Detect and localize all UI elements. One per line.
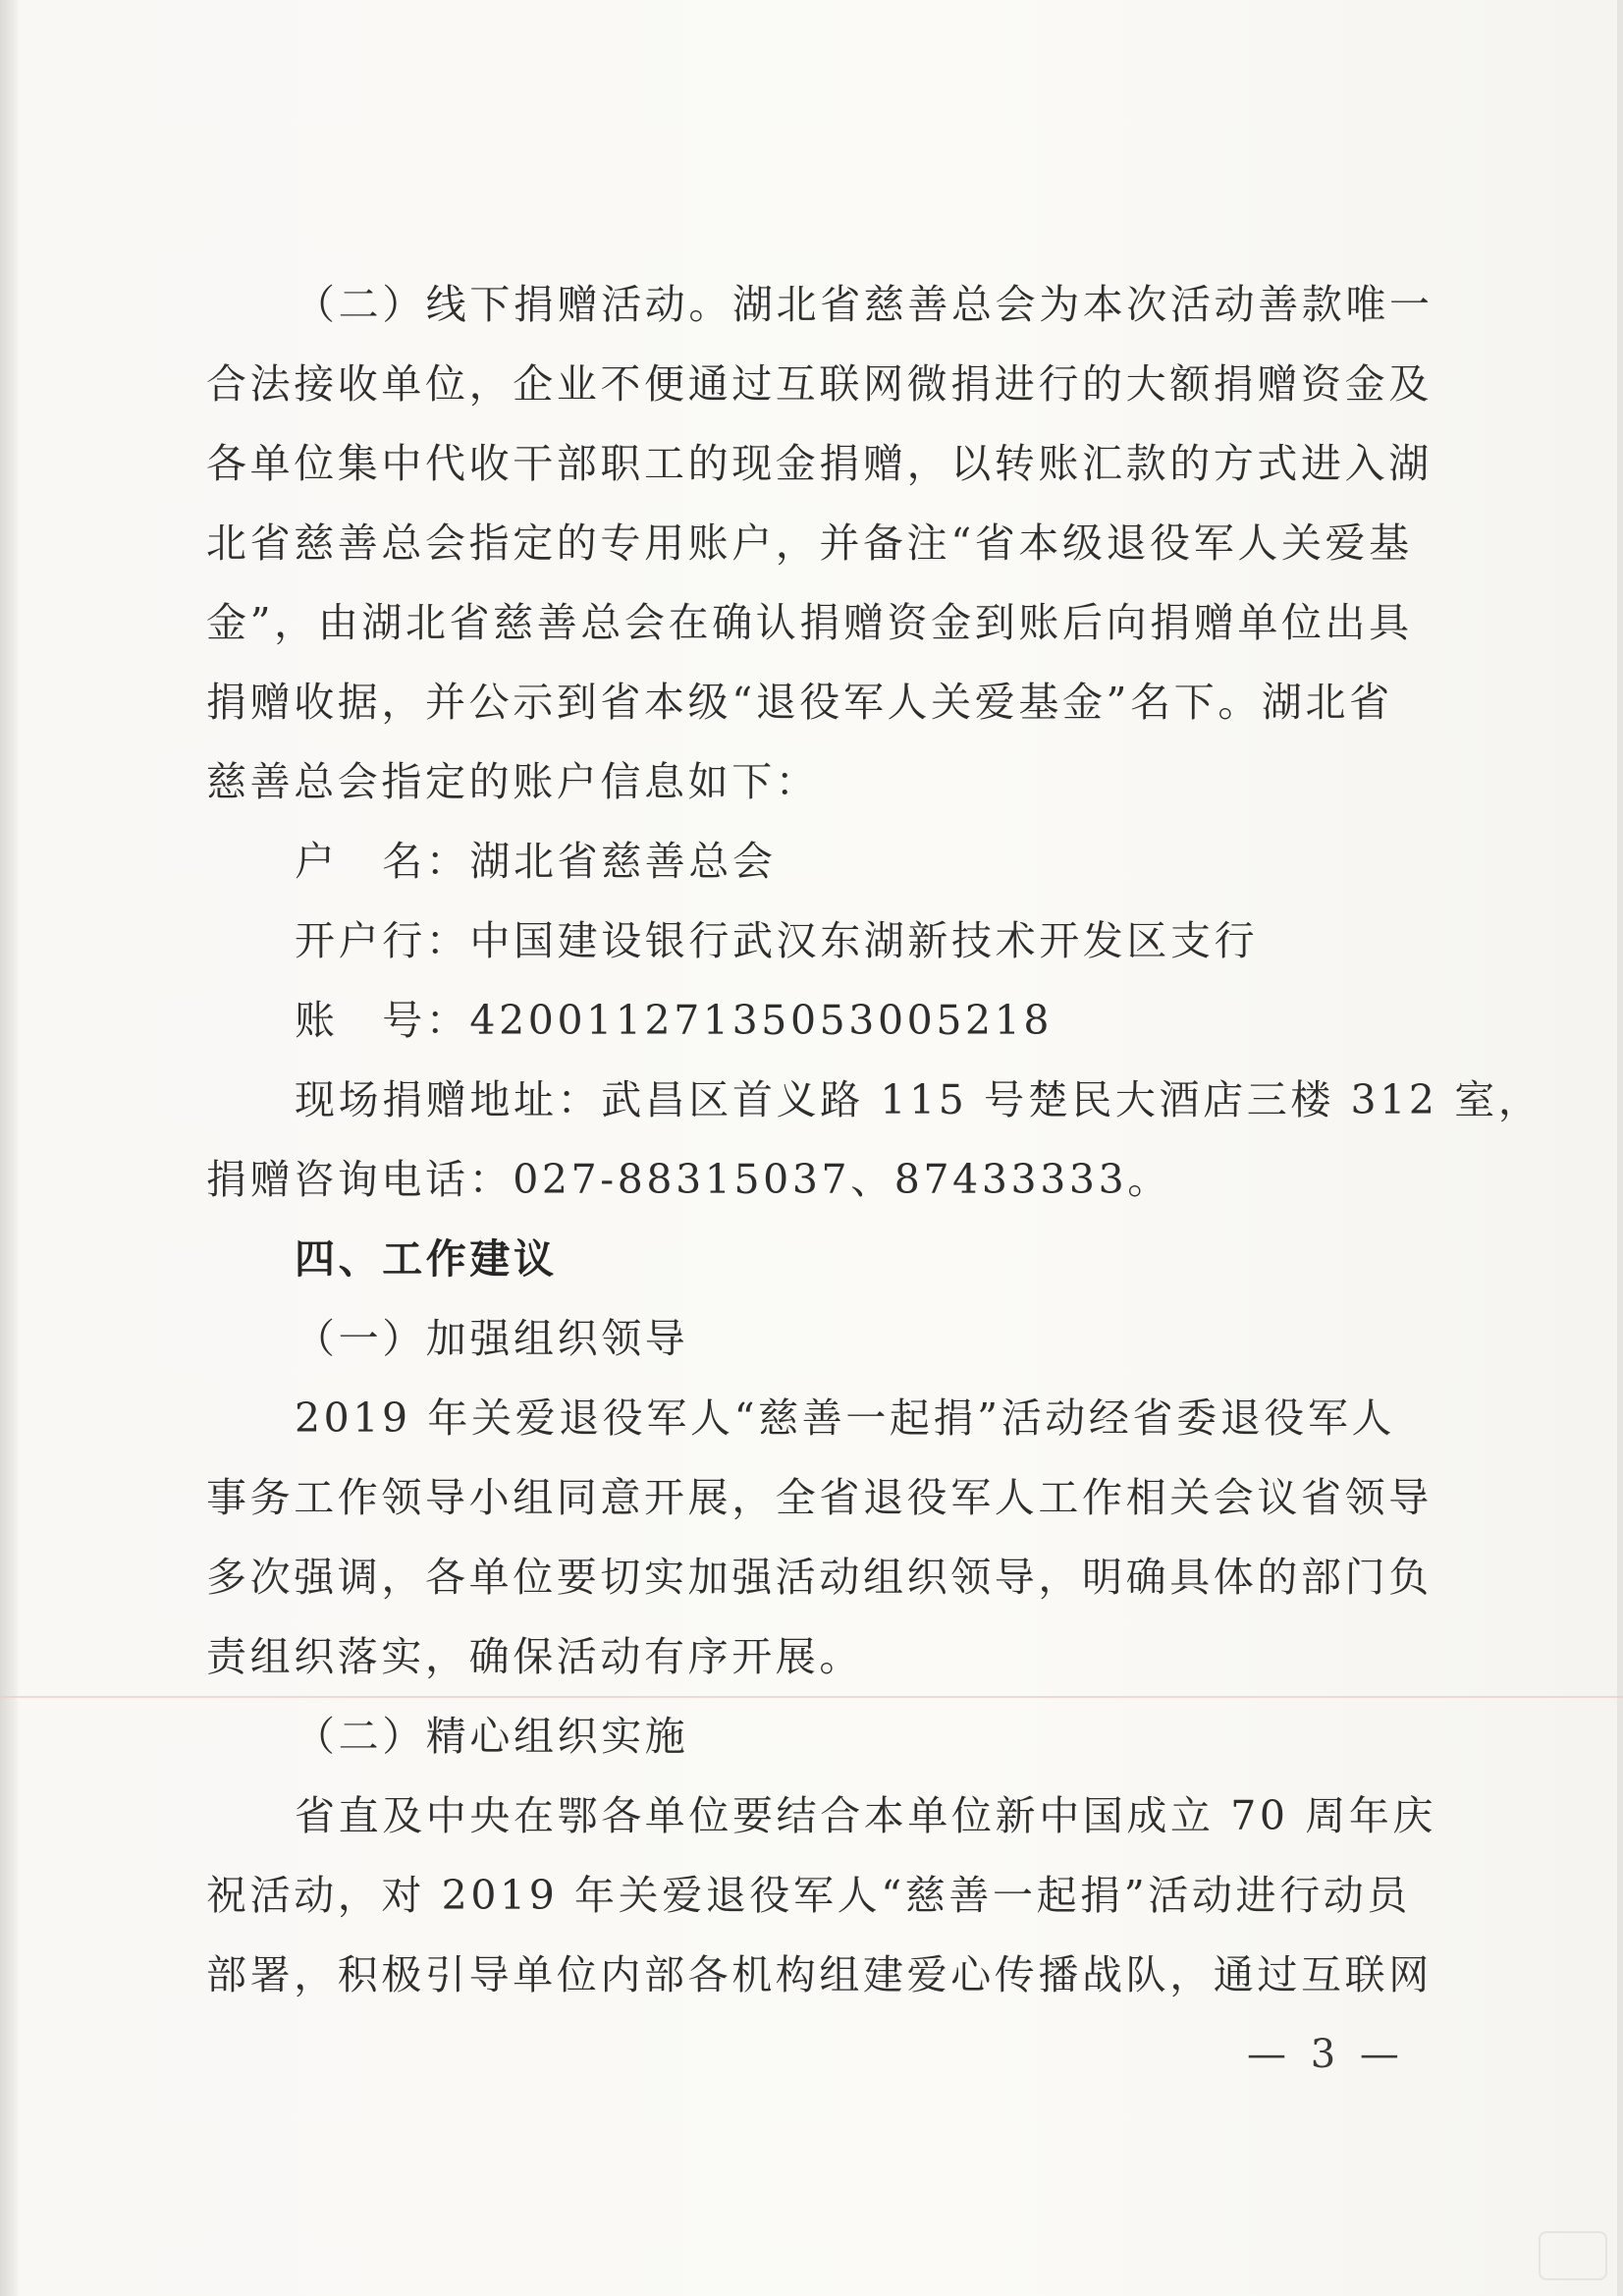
scan-edge-left: [0, 0, 18, 2296]
paragraph-line: 捐赠收据，并公示到省本级“退役军人关爱基金”名下。湖北省: [206, 679, 1393, 726]
paragraph-line: 事务工作领导小组同意开展，全省退役军人工作相关会议省领导: [206, 1474, 1433, 1521]
corner-watermark-icon: [1539, 2231, 1607, 2280]
scan-edge-right: [1617, 0, 1623, 2296]
paragraph-line: 祝活动，对 2019 年关爱退役军人“慈善一起捐”活动进行动员: [206, 1872, 1411, 1919]
phone-line: 捐赠咨询电话：027-88315037、87433333。: [206, 1156, 1171, 1203]
paragraph-line: 慈善总会指定的账户信息如下：: [206, 758, 820, 805]
subsection-heading: （二）精心组织实施: [295, 1713, 689, 1760]
account-number-line: 账 号：42001127135053005218: [295, 997, 1054, 1044]
paragraph-line: 责组织落实，确保活动有序开展。: [206, 1633, 863, 1680]
subsection-heading: （一）加强组织领导: [295, 1315, 689, 1362]
paragraph-line: 合法接收单位，企业不便通过互联网微捐进行的大额捐赠资金及: [206, 360, 1433, 408]
section-heading: 四、工作建议: [295, 1235, 558, 1283]
paragraph-line: 各单位集中代收干部职工的现金捐赠，以转账汇款的方式进入湖: [206, 440, 1433, 487]
paragraph-line: 北省慈善总会指定的专用账户，并备注“省本级退役军人关爱基: [206, 519, 1413, 567]
bank-line: 开户行：中国建设银行武汉东湖新技术开发区支行: [295, 917, 1259, 964]
paragraph-line: 省直及中央在鄂各单位要结合本单位新中国成立 70 周年庆: [295, 1792, 1437, 1839]
page-number: — 3 —: [1247, 2032, 1405, 2077]
paragraph-line: 多次强调，各单位要切实加强活动组织领导，明确具体的部门负: [206, 1554, 1433, 1601]
paragraph-line: 2019 年关爱退役军人“慈善一起捐”活动经省委退役军人: [295, 1394, 1396, 1442]
scan-artifact-line: [0, 1696, 1623, 1698]
paragraph-line: 金”，由湖北省慈善总会在确认捐赠资金到账后向捐赠单位出具: [206, 599, 1413, 646]
address-line: 现场捐赠地址：武昌区首义路 115 号楚民大酒店三楼 312 室，: [295, 1076, 1542, 1123]
paragraph-line: （二）线下捐赠活动。湖北省慈善总会为本次活动善款唯一: [295, 281, 1434, 328]
account-name-line: 户 名：湖北省慈善总会: [295, 838, 777, 885]
paragraph-line: 部署，积极引导单位内部各机构组建爱心传播战队，通过互联网: [206, 1951, 1433, 1998]
